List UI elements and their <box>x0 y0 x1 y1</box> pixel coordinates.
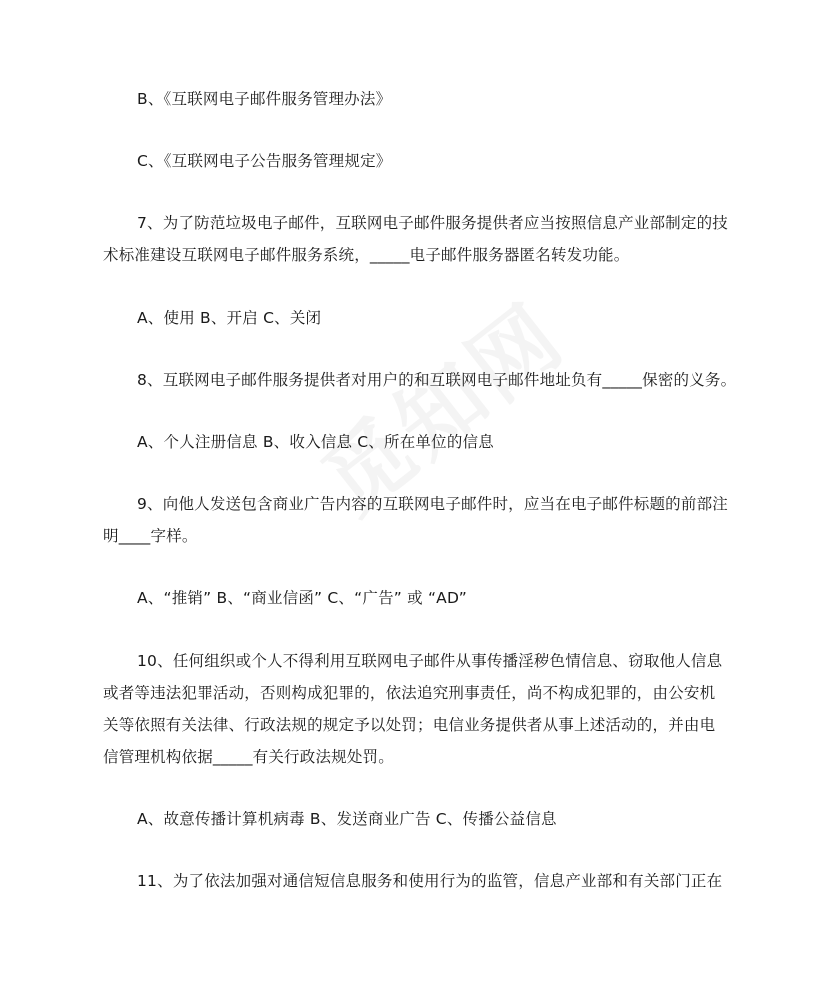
question-9-options: A、“推销” B、“商业信函” C、“广告” 或 “AD” <box>137 589 467 607</box>
option-line-c-bulletin-rules: C、《互联网电子公告服务管理规定》 <box>137 152 392 170</box>
question-10-options: A、故意传播计算机病毒 B、发送商业广告 C、传播公益信息 <box>137 810 557 828</box>
question-7-options: A、使用 B、开启 C、关闭 <box>137 309 322 327</box>
option-line-b-email-rules: B、《互联网电子邮件服务管理办法》 <box>137 90 392 108</box>
question-10-line-4: 信管理机构依据_____有关行政法规处罚。 <box>103 748 394 766</box>
question-11-line-1: 11、为了依法加强对通信短信息服务和使用行为的监管，信息产业部和有关部门正在 <box>137 872 723 890</box>
question-10-line-1: 10、任何组织或个人不得利用互联网电子邮件从事传播淫秽色情信息、窃取他人信息 <box>137 652 723 670</box>
question-10-line-3: 关等依照有关法律、行政法规的规定予以处罚；电信业务提供者从事上述活动的，并由电 <box>103 716 716 734</box>
question-9-line-2: 明____字样。 <box>103 527 198 545</box>
question-7-line-1: 7、为了防范垃圾电子邮件，互联网电子邮件服务提供者应当按照信息产业部制定的技 <box>137 214 728 232</box>
question-8-line-1: 8、互联网电子邮件服务提供者对用户的和互联网电子邮件地址负有_____保密的义务。 <box>137 371 737 389</box>
question-8-options: A、个人注册信息 B、收入信息 C、所在单位的信息 <box>137 433 494 451</box>
question-10-line-2: 或者等违法犯罪活动，否则构成犯罪的，依法追究刑事责任，尚不构成犯罪的，由公安机 <box>103 684 716 702</box>
question-9-line-1: 9、向他人发送包含商业广告内容的互联网电子邮件时，应当在电子邮件标题的前部注 <box>137 495 728 513</box>
question-7-line-2: 术标准建设互联网电子邮件服务系统，_____电子邮件服务器匿名转发功能。 <box>103 246 630 264</box>
